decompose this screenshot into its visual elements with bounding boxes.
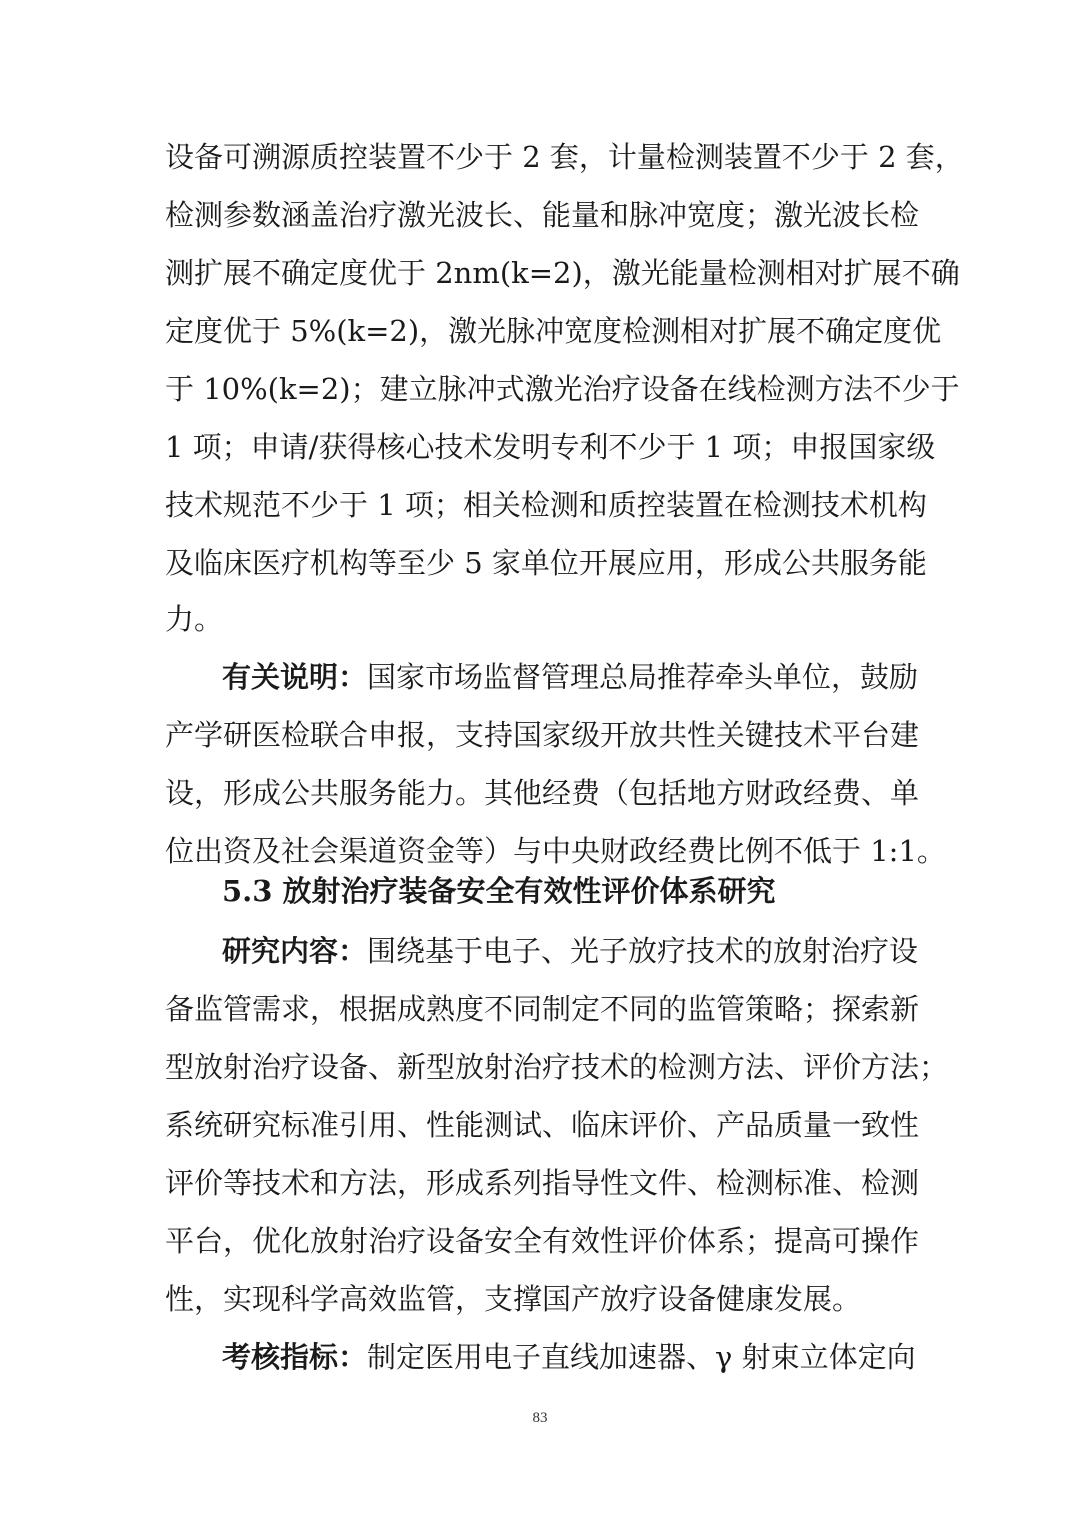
paragraph-line: 产学研医检联合申报，支持国家级开放共性关键技术平台建 [165, 718, 920, 752]
paragraph-line: 评价等技术和方法，形成系列指导性文件、检测标准、检测 [165, 1166, 920, 1200]
research-first-line-text: 围绕基于电子、光子放疗技术的放射治疗设 [367, 934, 919, 968]
paragraph-line: 1 项；申请/获得核心技术发明专利不少于 1 项；申报国家级 [165, 430, 936, 464]
paragraph-line: 平台，优化放射治疗设备安全有效性评价体系；提高可操作 [165, 1224, 920, 1258]
research-label: 研究内容： [222, 934, 368, 968]
paragraph-line: 力。 [165, 602, 224, 636]
paragraph-line: 位出资及社会渠道资金等）与中央财政经费比例不低于 1:1。 [165, 834, 946, 868]
page-number: 83 [532, 1410, 548, 1426]
note-first-line [222, 657, 919, 697]
assessment-label: 考核指标： [222, 1340, 368, 1374]
paragraph-line: 性，实现科学高效监管，支撑国产放疗设备健康发展。 [165, 1282, 862, 1316]
research-first-line [222, 931, 919, 971]
assessment-first-line [222, 1337, 915, 1377]
paragraph-line: 设，形成公共服务能力。其他经费（包括地方财政经费、单 [165, 776, 920, 810]
paragraph-line: 备监管需求，根据成熟度不同制定不同的监管策略；探索新 [165, 992, 920, 1026]
paragraph-line: 测扩展不确定度优于 2nm(k=2)，激光能量检测相对扩展不确 [165, 256, 960, 290]
section-heading: 5.3 放射治疗装备安全有效性评价体系研究 [222, 874, 776, 908]
note-label: 有关说明： [222, 660, 368, 694]
paragraph-line: 型放射治疗设备、新型放射治疗技术的检测方法、评价方法； [165, 1050, 949, 1084]
paragraph-line: 检测参数涵盖治疗激光波长、能量和脉冲宽度；激光波长检 [165, 198, 920, 232]
paragraph-line: 设备可溯源质控装置不少于 2 套，计量检测装置不少于 2 套， [165, 140, 964, 174]
paragraph-line: 及临床医疗机构等至少 5 家单位开展应用，形成公共服务能 [165, 546, 927, 580]
paragraph-line: 定度优于 5%(k=2)，激光脉冲宽度检测相对扩展不确定度优 [165, 314, 942, 348]
paragraph-line: 于 10%(k=2)；建立脉冲式激光治疗设备在线检测方法不少于 [165, 372, 960, 406]
assessment-first-line-text: 制定医用电子直线加速器、γ 射束立体定向 [367, 1340, 916, 1374]
note-first-line-text: 国家市场监督管理总局推荐牵头单位，鼓励 [367, 660, 919, 694]
paragraph-line: 技术规范不少于 1 项；相关检测和质控装置在检测技术机构 [165, 488, 927, 522]
paragraph-line: 系统研究标准引用、性能测试、临床评价、产品质量一致性 [165, 1108, 920, 1142]
